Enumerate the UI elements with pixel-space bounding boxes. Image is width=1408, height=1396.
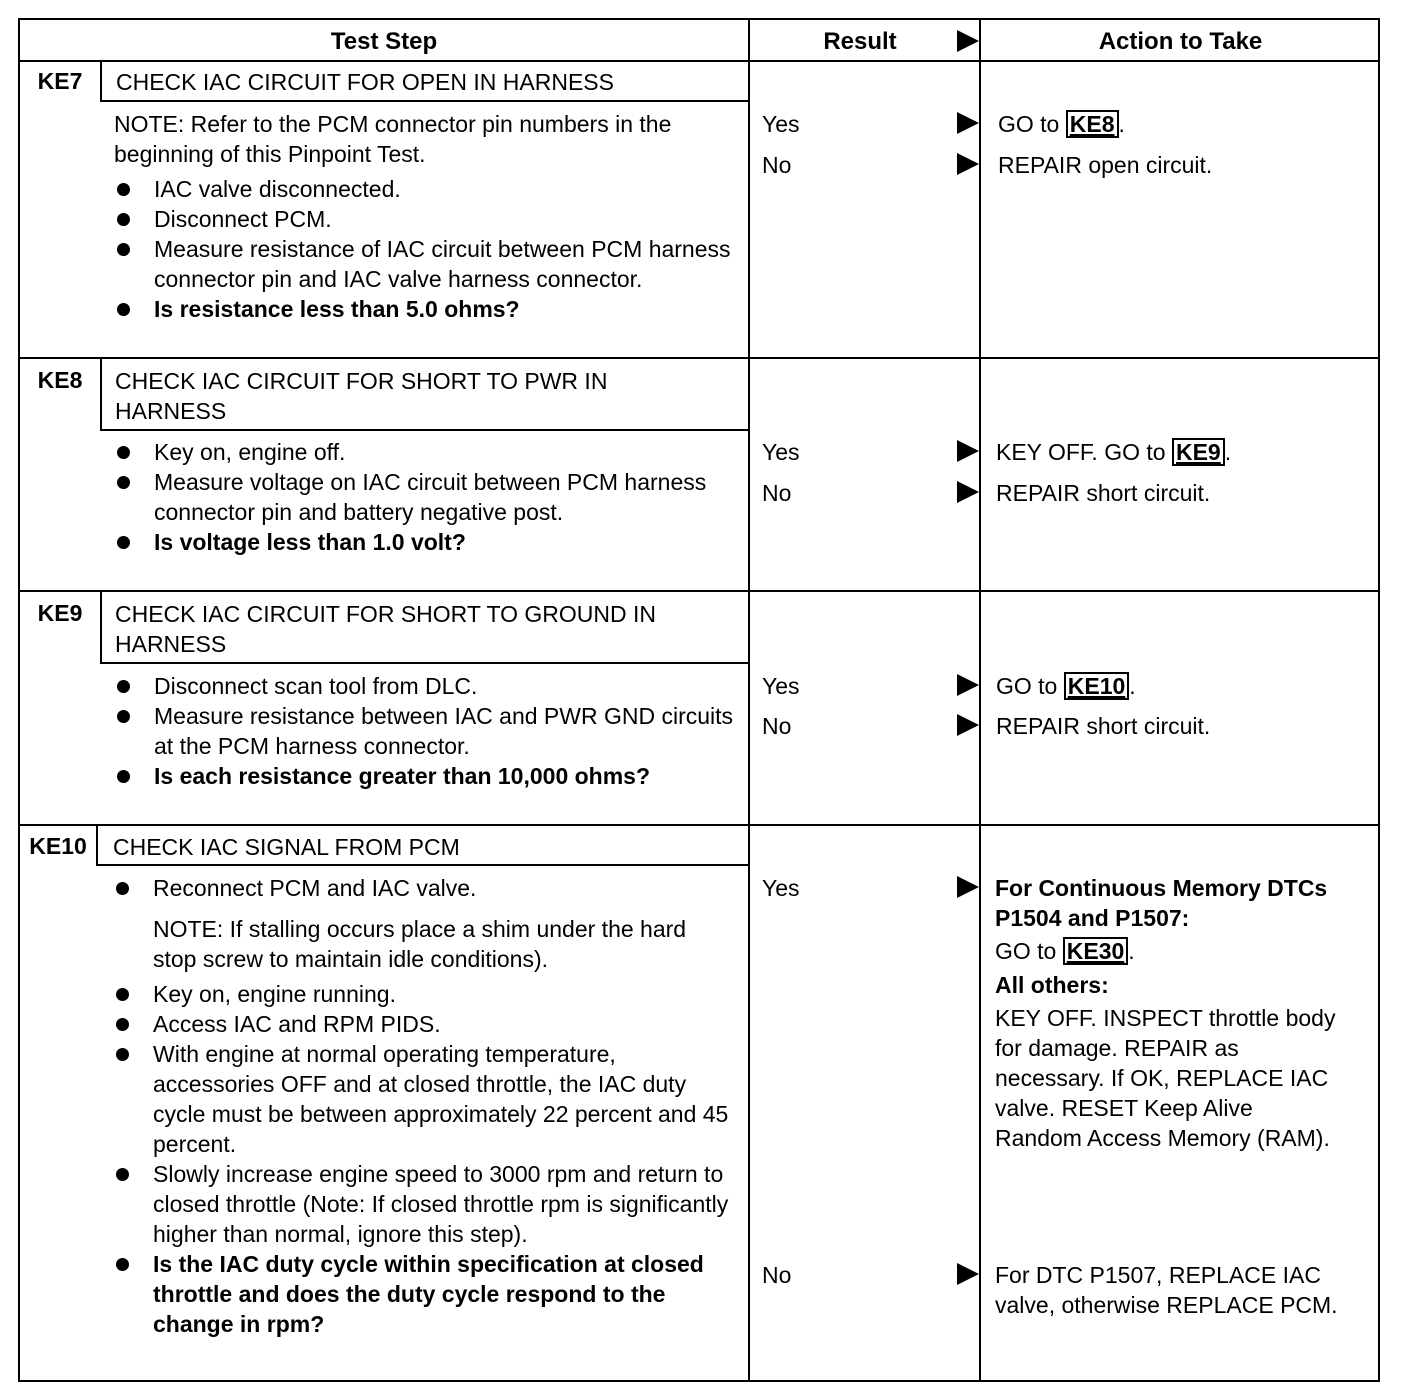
- bullet-icon: [117, 183, 130, 196]
- list-item: Slowly increase engine speed to 3000 rpm and return to closed throttle (Note: If closed throttle rpm is significantly higher than normal, ignore this step).: [113, 1159, 735, 1249]
- action-no: For DTC P1507, REPLACE IAC valve, otherwise REPLACE PCM.: [995, 1262, 1338, 1318]
- list-item: Reconnect PCM and IAC valve.: [113, 873, 735, 903]
- step-id-ke10: KE10: [29, 833, 87, 859]
- arrow-icon: [957, 1263, 979, 1285]
- bullet-icon: [116, 882, 129, 895]
- list-item: With engine at normal operating temperature, accessories OFF and at closed throttle, the IAC duty cycle must be between approximately 22 percent and 45 percent.: [113, 1039, 735, 1159]
- arrow-icon: [957, 481, 979, 503]
- title-divider: [100, 100, 748, 102]
- row-divider: [20, 590, 1378, 592]
- list-item: Measure resistance between IAC and PWR GND circuits at the PCM harness connector.: [114, 701, 734, 761]
- result-no: No: [762, 1262, 792, 1288]
- action-yes: GO to KE10 .: [996, 673, 1136, 699]
- bullet-icon: [116, 1048, 129, 1061]
- step-ref-ke10[interactable]: KE10: [1064, 672, 1130, 700]
- arrow-icon: [957, 876, 979, 898]
- step-ref-ke8[interactable]: KE8: [1066, 110, 1119, 138]
- action-heading: For Continuous Memory DTCs P1504 and P1507:: [995, 875, 1328, 931]
- bullet-list: [114, 174, 734, 324]
- list-item-question: Is resistance less than 5.0 ohms?: [114, 294, 734, 324]
- header-test-step: Test Step: [330, 28, 438, 55]
- result-yes: Yes: [762, 673, 800, 699]
- action-others-heading: All others:: [995, 972, 1109, 998]
- result-yes: Yes: [762, 439, 800, 465]
- arrow-icon: [957, 153, 979, 175]
- action-others-text: KEY OFF. INSPECT throttle body for damage. REPAIR as necessary. If OK, REPLACE IAC valve. RESET Keep Alive Random Access Memory (RAM).: [995, 1005, 1336, 1151]
- bullet-icon: [117, 446, 130, 459]
- id-divider: [100, 60, 102, 102]
- result-no: No: [762, 713, 792, 739]
- step-title-ke9: CHECK IAC CIRCUIT FOR SHORT TO GROUND IN HARNESS: [115, 601, 656, 657]
- bullet-icon: [117, 243, 130, 256]
- pinpoint-test-table: [18, 18, 1380, 1382]
- result-no: No: [762, 152, 792, 178]
- step-title-ke8: CHECK IAC CIRCUIT FOR SHORT TO PWR IN HARNESS: [115, 368, 608, 424]
- list-item: Measure voltage on IAC circuit between PCM harness connector pin and battery negative post.: [114, 467, 734, 527]
- title-divider: [96, 864, 748, 866]
- bullet-list: [113, 979, 735, 1339]
- bullet-icon: [117, 536, 130, 549]
- step-body-ke9: [114, 671, 734, 791]
- note-text: NOTE: Refer to the PCM connector pin numbers in the beginning of this Pinpoint Test.: [114, 111, 672, 167]
- result-no: No: [762, 480, 792, 506]
- column-divider-result: [748, 20, 750, 1380]
- step-id-ke9: KE9: [37, 600, 83, 626]
- bullet-list: [114, 671, 734, 791]
- bullet-icon: [116, 1168, 129, 1181]
- bullet-icon: [117, 303, 130, 316]
- bullet-icon: [117, 476, 130, 489]
- arrow-icon: [957, 112, 979, 134]
- row-divider: [20, 357, 1378, 359]
- action-yes: GO to KE8 .: [998, 111, 1125, 137]
- bullet-icon: [117, 770, 130, 783]
- action-no: REPAIR short circuit.: [996, 713, 1211, 739]
- step-title-ke10: CHECK IAC SIGNAL FROM PCM: [113, 834, 460, 860]
- step-body-ke7: [114, 109, 734, 324]
- header-divider: [20, 60, 1378, 62]
- result-yes: Yes: [762, 111, 800, 137]
- id-divider: [96, 824, 98, 866]
- action-yes: KEY OFF. GO to KE9 .: [996, 439, 1232, 465]
- bullet-icon: [117, 710, 130, 723]
- arrow-icon: [957, 674, 979, 696]
- id-divider: [100, 590, 102, 664]
- list-item: Key on, engine running.: [113, 979, 735, 1009]
- title-divider: [100, 662, 748, 664]
- row-divider: [20, 824, 1378, 826]
- bullet-icon: [116, 988, 129, 1001]
- list-item: Disconnect scan tool from DLC.: [114, 671, 734, 701]
- step-body-ke10: [113, 873, 735, 1339]
- arrow-icon: [957, 714, 979, 736]
- column-divider-action: [979, 20, 981, 1380]
- arrow-icon: [957, 440, 979, 462]
- step-ref-ke30[interactable]: KE30: [1063, 937, 1129, 965]
- header-result: Result: [823, 28, 897, 55]
- list-item: Key on, engine off.: [114, 437, 734, 467]
- action-no: REPAIR open circuit.: [998, 152, 1213, 178]
- result-yes: Yes: [762, 875, 800, 901]
- list-item-question: Is each resistance greater than 10,000 ohms?: [114, 761, 654, 791]
- step-id-ke8: KE8: [37, 367, 83, 393]
- title-divider: [100, 429, 748, 431]
- list-item: Disconnect PCM.: [114, 204, 734, 234]
- list-item: Access IAC and RPM PIDS.: [113, 1009, 735, 1039]
- list-item-question: Is the IAC duty cycle within specification at closed throttle and does the duty cycle respond to the change in rpm?: [113, 1249, 735, 1339]
- list-item: Measure resistance of IAC circuit between PCM harness connector pin and IAC valve harness connector.: [114, 234, 734, 294]
- note-text: NOTE: If stalling occurs place a shim under the hard stop screw to maintain idle conditions).: [153, 916, 687, 972]
- step-body-ke8: [114, 437, 734, 557]
- action-goto: GO to KE30 .: [995, 938, 1135, 964]
- header-action: Action to Take: [1098, 28, 1263, 55]
- bullet-icon: [117, 213, 130, 226]
- bullet-list: [113, 873, 735, 903]
- header-arrow-icon: [957, 30, 979, 52]
- bullet-icon: [116, 1258, 129, 1271]
- id-divider: [100, 357, 102, 431]
- step-ref-ke9[interactable]: KE9: [1172, 438, 1225, 466]
- action-yes: [995, 873, 1370, 1153]
- action-no: REPAIR short circuit.: [996, 480, 1211, 506]
- list-item-question: Is voltage less than 1.0 volt?: [114, 527, 734, 557]
- bullet-icon: [116, 1018, 129, 1031]
- bullet-icon: [117, 680, 130, 693]
- step-id-ke7: KE7: [37, 68, 83, 94]
- list-item: IAC valve disconnected.: [114, 174, 734, 204]
- bullet-list: [114, 437, 734, 557]
- step-title-ke7: CHECK IAC CIRCUIT FOR OPEN IN HARNESS: [116, 69, 614, 95]
